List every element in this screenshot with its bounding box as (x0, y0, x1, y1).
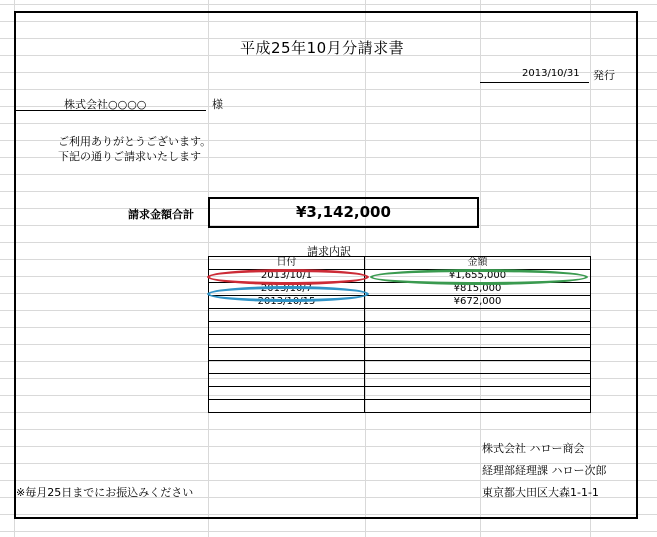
date-cell[interactable] (209, 309, 365, 322)
amount-cell[interactable] (365, 322, 591, 335)
column-header-amount[interactable]: 金額 (365, 257, 591, 270)
amount-cell[interactable]: ¥1,655,000 (365, 270, 591, 283)
amount-cell[interactable] (365, 400, 591, 413)
date-cell[interactable] (209, 361, 365, 374)
date-cell[interactable] (209, 374, 365, 387)
table-row (209, 361, 591, 374)
gridline-horizontal (0, 4, 657, 5)
date-cell[interactable] (209, 387, 365, 400)
issuer-company: 株式会社 ハロー商会 (482, 442, 585, 455)
blue-highlight-ellipse[interactable] (207, 286, 369, 302)
issue-date-underline (480, 82, 589, 83)
table-row (209, 400, 591, 413)
issue-date: 2013/10/31 (522, 68, 580, 79)
recipient-name: 株式会社○○○○ (64, 98, 147, 111)
table-header-row (209, 257, 591, 270)
date-cell[interactable] (209, 322, 365, 335)
total-amount-value: ¥3,142,000 (296, 203, 391, 221)
date-cell[interactable] (209, 348, 365, 361)
table-row (209, 348, 591, 361)
greeting-line-2: 下記の通りご請求いたします (58, 150, 201, 163)
invoice-title: 平成25年10月分請求書 (240, 39, 405, 57)
total-amount-label: 請求金額合計 (128, 208, 194, 221)
table-row (209, 322, 591, 335)
date-cell[interactable] (209, 400, 365, 413)
issuer-person: 経理部経理課 ハロー次郎 (482, 464, 607, 477)
red-highlight-ellipse[interactable] (207, 269, 369, 285)
recipient-underline (14, 110, 206, 111)
amount-cell[interactable] (365, 387, 591, 400)
amount-cell[interactable] (365, 374, 591, 387)
amount-cell[interactable] (365, 348, 591, 361)
date-cell[interactable]: 2013/10/1 (209, 270, 365, 283)
column-header-date[interactable]: 日付 (209, 257, 365, 270)
gridline-horizontal (0, 531, 657, 532)
amount-cell[interactable] (365, 335, 591, 348)
green-highlight-ellipse[interactable] (370, 269, 588, 285)
date-cell[interactable] (209, 335, 365, 348)
date-cell[interactable]: 2013/10/15 (209, 296, 365, 309)
date-cell[interactable]: 2013/10/7 (209, 283, 365, 296)
issue-label: 発行 (593, 69, 615, 82)
amount-cell[interactable] (365, 361, 591, 374)
amount-cell[interactable]: ¥815,000 (365, 283, 591, 296)
table-row (209, 374, 591, 387)
breakdown-title: 請求内訳 (307, 245, 351, 258)
table-row (209, 309, 591, 322)
table-row (209, 335, 591, 348)
amount-cell[interactable]: ¥672,000 (365, 296, 591, 309)
greeting-line-1: ご利用ありがとうございます。 (58, 135, 212, 148)
amount-cell[interactable] (365, 309, 591, 322)
table-row (209, 387, 591, 400)
recipient-honorific: 様 (212, 98, 223, 111)
issuer-address: 東京都大田区大森1-1-1 (482, 486, 599, 499)
payment-note: ※毎月25日までにお振込みください (16, 486, 194, 499)
